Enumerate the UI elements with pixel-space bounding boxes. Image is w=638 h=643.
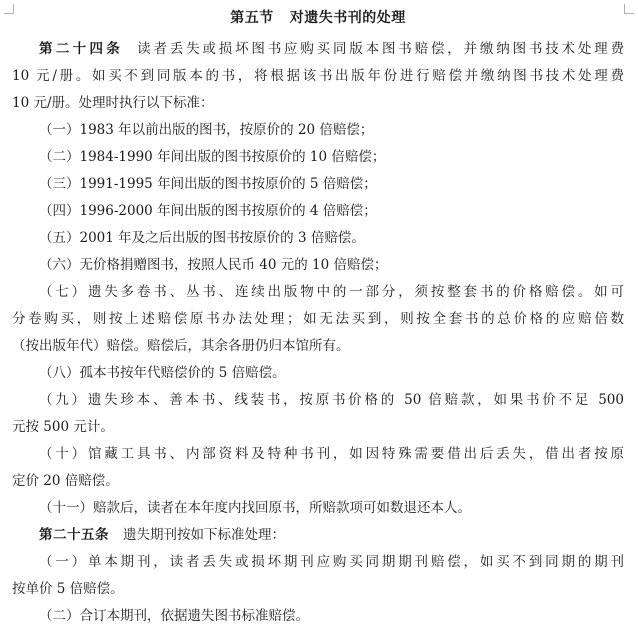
- article-25-line-1: [12, 522, 624, 549]
- rule-item-2: （二）1984-1990 年间出版的图书按原价的 10 倍赔偿；: [39, 149, 386, 165]
- rule-item-7-line-1: （七）遗失多卷书、丛书、连续出版物中的一部分，须按整套书的价格赔偿。如可: [39, 284, 624, 300]
- section-heading: [12, 0, 624, 36]
- article-25-intro: 遗失期刊按如下标准处理：: [123, 527, 285, 543]
- rule-item-1: （一）1983 年以前出版的图书，按原价的 20 倍赔偿；: [39, 122, 374, 138]
- article-24-line-2: 10 元/册。如买不到同版本的书，将根据该书出版年份进行赔偿并缴纳图书技术处理费: [12, 68, 624, 84]
- periodical-item-2: （二）合订本期刊，依据遗失图书标准赔偿。: [39, 608, 309, 624]
- rule-item-4: （四）1996-2000 年间出版的图书按原价的 4 倍赔偿；: [39, 203, 377, 219]
- article-25-label: 第二十五条: [39, 527, 109, 543]
- rule-item-10-line-1: （十）馆藏工具书、内部资料及特种书刊，如因特殊需要借出后丢失，借出者按原: [39, 446, 624, 462]
- periodical-item-1-line-2: 按单价 5 倍赔偿。: [12, 581, 124, 597]
- periodical-item-1-line-1: （一）单本期刊，读者丢失或损坏期刊应购买同期期刊赔偿，如买不到同期的期刊: [39, 554, 624, 570]
- rule-item-9-line-1: （九）遗失珍本、善本书、线装书，按原书价格的 50 倍赔款，如果书价不足 500: [39, 392, 624, 408]
- document-body: [12, 0, 624, 630]
- article-24-text-1: 读者丢失或损坏图书应购买同版本图书赔偿，并缴纳图书技术处理费: [137, 41, 624, 57]
- crop-mark-top-right: [624, 4, 634, 14]
- article-24-line-3: 10 元/册。处理时执行以下标准：: [12, 95, 214, 111]
- rule-item-8: （八）孤本书按年代赔偿价的 5 倍赔偿。: [39, 365, 286, 381]
- rule-item-9-line-2: 元按 500 元计。: [12, 419, 114, 435]
- rule-item-6: （六）无价格捐赠图书，按照人民币 40 元的 10 倍赔偿；: [39, 257, 388, 273]
- article-24-label: 第二十四条: [39, 41, 124, 57]
- rule-item-7-line-2: 分卷购买，则按上述赔偿原书办法处理；如无法买到，则按全套书的总价格的应赔倍数: [12, 311, 624, 327]
- article-24-line-1: [12, 36, 624, 63]
- section-title: 对遗失书刊的处理: [289, 10, 406, 26]
- rule-item-10-line-2: 定价 20 倍赔偿。: [12, 473, 119, 489]
- rule-item-3: （三）1991-1995 年间出版的图书按原价的 5 倍赔偿；: [39, 176, 377, 192]
- rule-item-7-line-3: （按出版年代）赔偿。赔偿后，其余各册仍归本馆所有。: [12, 338, 350, 354]
- section-number: 第五节: [230, 10, 274, 26]
- rule-item-11: （十一）赔款后，读者在本年度内找回原书，所赔款项可如数退还本人。: [39, 500, 471, 516]
- rule-item-5: （五）2001 年及之后出版的图书按原价的 3 倍赔偿。: [39, 230, 365, 246]
